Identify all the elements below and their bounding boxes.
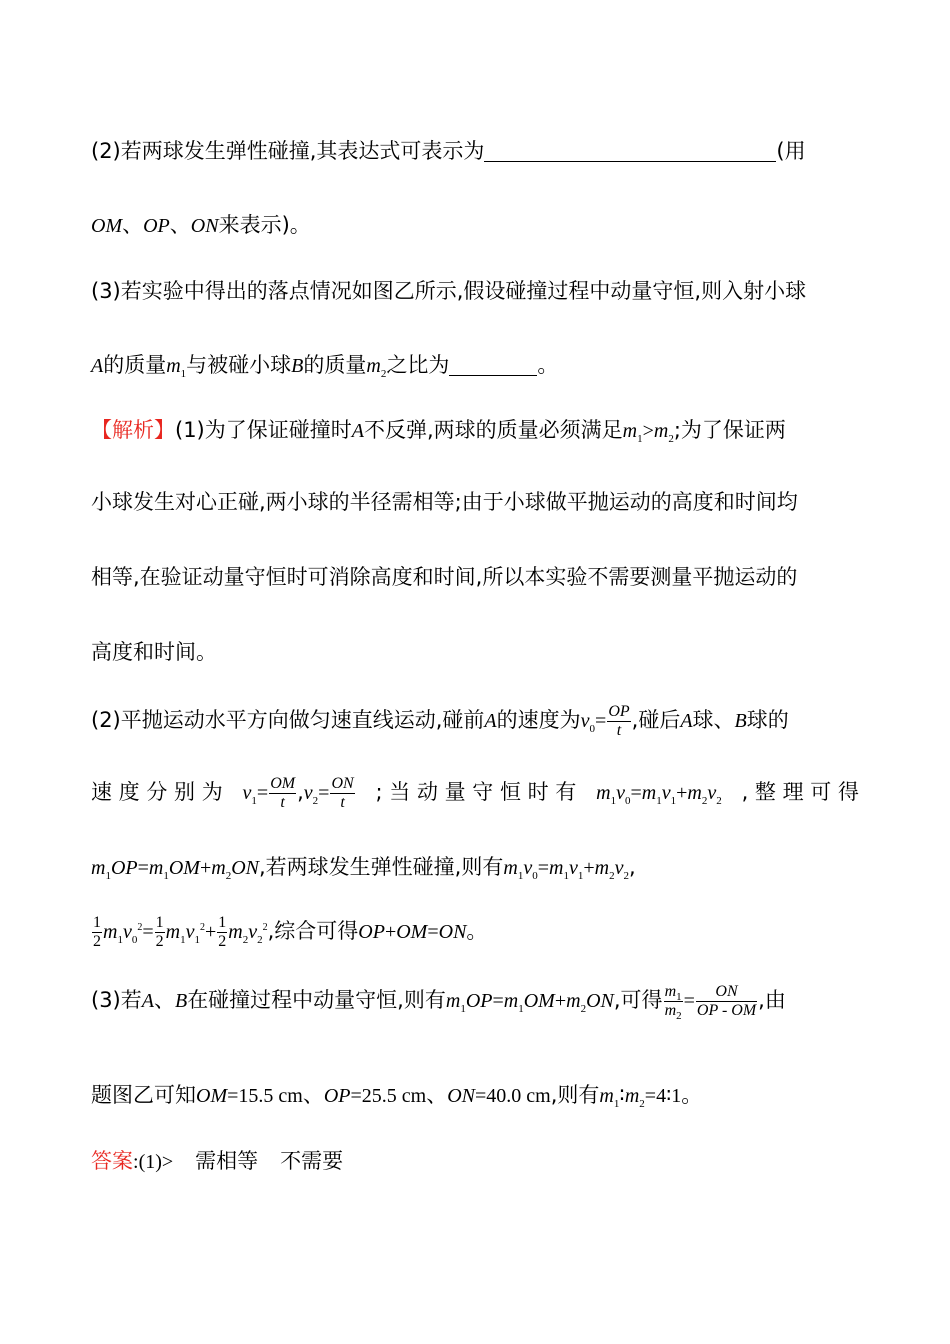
text-q3-two: 2 bbox=[580, 1003, 587, 1016]
text-q3-two: 2 bbox=[701, 795, 708, 808]
text-q3-two: 2 bbox=[257, 934, 263, 947]
analysis-p3-line-2 bbox=[91, 1079, 859, 1111]
text-analysis-plus: + bbox=[583, 857, 595, 879]
text-q3-one: 1 bbox=[637, 433, 643, 446]
analysis-line-1 bbox=[91, 414, 859, 446]
fraction-m-ratio bbox=[664, 983, 683, 1020]
text-analysis-eq: = bbox=[256, 782, 269, 804]
text-analysis-eq: = bbox=[318, 782, 330, 804]
text-q3-one: 1 bbox=[676, 990, 682, 1003]
text-analysis-p3a: (3)若 bbox=[91, 988, 142, 1012]
text-analysis-OM: OM bbox=[168, 857, 200, 879]
text-q3-one: 1 bbox=[670, 795, 677, 808]
text-analysis-gt: > bbox=[642, 420, 654, 442]
text-analysis-p2c: ,碰后 bbox=[631, 708, 681, 732]
text-analysis-OM: OM bbox=[270, 774, 296, 792]
text-analysis-v: v bbox=[580, 710, 590, 732]
text-analysis-p2j: ,综合可得 bbox=[267, 919, 359, 943]
text-analysis-t: t bbox=[616, 721, 622, 739]
text-analysis-p2g: ; 当 动 量 守 恒 时 有 bbox=[375, 780, 577, 804]
text-analysis-ON: ON bbox=[438, 921, 467, 943]
text-analysis-p2f: 速 度 分 别 为 bbox=[91, 780, 223, 804]
text-analysis-dun: 、 bbox=[426, 1083, 448, 1107]
text-q3-m: m bbox=[166, 355, 181, 377]
text-q3-m: m bbox=[622, 420, 638, 442]
analysis-p2-line-1 bbox=[91, 700, 859, 740]
text-q3-two: 2 bbox=[639, 1098, 645, 1111]
text-answer-a2: 需相等 bbox=[195, 1149, 259, 1173]
text-analysis-om_val: =15.5 cm bbox=[227, 1085, 303, 1107]
text-q3-two: 2 bbox=[716, 795, 722, 808]
text-analysis-t: t bbox=[340, 793, 345, 811]
text-analysis-p2i: ,若两球发生弹性碰撞,则有 bbox=[259, 855, 504, 879]
text-analysis-zero: 0 bbox=[589, 723, 596, 736]
text-analysis-v: v bbox=[303, 782, 313, 804]
text-q3-m: m bbox=[596, 782, 611, 804]
text-analysis-OP: OP bbox=[608, 702, 630, 720]
fraction-half bbox=[217, 914, 227, 951]
text-q3-end: 。 bbox=[466, 919, 488, 943]
text-analysis-p1l3: 相等,在验证动量守恒时可消除高度和时间,所以本实验不需要测量平抛运动的 bbox=[91, 565, 798, 589]
text-q2-vars-0: OM bbox=[91, 215, 123, 237]
text-analysis-p3b: 在碰撞过程中动量守恒,则有 bbox=[187, 988, 446, 1012]
text-analysis-t: t bbox=[280, 793, 285, 811]
text-analysis-eq: = bbox=[427, 921, 439, 943]
fraction-half bbox=[92, 914, 102, 951]
text-analysis-plus: + bbox=[204, 921, 217, 943]
text-q2-sep: 、 bbox=[169, 213, 191, 237]
text-analysis-zero: 0 bbox=[131, 934, 138, 947]
text-analysis-OP: OP bbox=[358, 921, 385, 943]
text-analysis-half_den: 2 bbox=[93, 932, 101, 950]
text-q3-one: 1 bbox=[577, 870, 584, 883]
text-answer-colon: : bbox=[133, 1151, 139, 1173]
analysis-line-2 bbox=[91, 486, 859, 518]
text-q3-m: m bbox=[503, 857, 518, 879]
text-q3-t1: 的质量 bbox=[103, 353, 167, 377]
text-analysis-eq: = bbox=[630, 782, 642, 804]
text-analysis-eq: = bbox=[683, 990, 695, 1012]
text-analysis-v: v bbox=[616, 782, 625, 804]
text-q3-one: 1 bbox=[518, 1003, 524, 1016]
text-q3-one: 1 bbox=[194, 934, 200, 947]
text-analysis-plus: + bbox=[384, 921, 397, 943]
text-analysis-plus: + bbox=[554, 990, 567, 1012]
text-analysis-eq: = bbox=[137, 857, 149, 879]
text-q3-A: A bbox=[141, 990, 154, 1012]
text-analysis-comma: , bbox=[628, 855, 636, 879]
text-q3-one: 1 bbox=[251, 795, 257, 808]
analysis-line-3 bbox=[91, 561, 859, 593]
text-q3-two: 2 bbox=[623, 870, 629, 883]
text-q3-t3: 的质量 bbox=[303, 353, 367, 377]
text-analysis-den2: OP - OM bbox=[696, 1001, 757, 1019]
text-analysis-p1l2: 小球发生对心正碰,两小球的半径需相等;由于小球做平抛运动的高度和时间均 bbox=[91, 490, 798, 514]
text-analysis-plus: + bbox=[199, 857, 212, 879]
text-q3-t2: 与被碰小球 bbox=[186, 353, 292, 377]
text-analysis-ON: ON bbox=[231, 857, 259, 879]
text-q3-m: m bbox=[228, 921, 243, 943]
text-analysis-sq: 2 bbox=[137, 922, 143, 933]
fraction-half bbox=[155, 914, 165, 951]
text-q3-line1: (3)若实验中得出的落点情况如图乙所示,假设碰撞过程中动量守恒,则入射小球 bbox=[91, 279, 807, 303]
text-analysis-ON: ON bbox=[586, 990, 614, 1012]
text-q2-tail: 来表示)。 bbox=[218, 213, 311, 237]
text-q3-end: 。 bbox=[537, 353, 559, 377]
text-q2-sep: 、 bbox=[122, 213, 144, 237]
fraction bbox=[269, 775, 296, 812]
text-analysis-sq: 2 bbox=[262, 922, 268, 933]
text-analysis-half_num: 1 bbox=[93, 913, 101, 931]
text-q3-m: m bbox=[594, 857, 610, 879]
text-analysis-OP: OP bbox=[465, 990, 493, 1012]
text-q3-A: A bbox=[91, 355, 104, 377]
text-analysis-on_val: =40.0 cm bbox=[475, 1085, 551, 1107]
ratio-blank[interactable] bbox=[449, 353, 537, 376]
text-q3-one: 1 bbox=[163, 870, 169, 883]
text-q3-m: m bbox=[653, 420, 669, 442]
text-analysis-plus: + bbox=[676, 782, 688, 804]
text-q3-m: m bbox=[599, 1085, 614, 1107]
text-q3-m: m bbox=[687, 782, 702, 804]
text-analysis-half_den: 2 bbox=[155, 932, 164, 950]
text-analysis-p2h: , 整 理 可 得 bbox=[741, 780, 859, 804]
fraction-on-ratio bbox=[696, 983, 757, 1020]
text-q3-m: m bbox=[91, 857, 106, 879]
text-q3-m: m bbox=[664, 1001, 677, 1019]
analysis-tag: 【解析】 bbox=[91, 418, 175, 442]
text-analysis-v: v bbox=[568, 857, 578, 879]
text-q3-two: 2 bbox=[668, 433, 674, 446]
text-q3-m: m bbox=[548, 857, 564, 879]
text-answer-a1: (1)> bbox=[138, 1151, 174, 1173]
text-analysis-v: v bbox=[242, 782, 252, 804]
text-analysis-dun: 、 bbox=[302, 1083, 324, 1107]
text-analysis-ON: ON bbox=[447, 1085, 476, 1107]
text-q3-m: m bbox=[366, 355, 381, 377]
analysis-p3-line-1 bbox=[91, 978, 859, 1022]
text-q3-B: B bbox=[734, 710, 747, 732]
text-q3-one: 1 bbox=[563, 870, 569, 883]
text-q3-A: A bbox=[351, 420, 364, 442]
text-q3-two: 2 bbox=[380, 368, 387, 381]
text-q3-one: 1 bbox=[460, 1003, 466, 1016]
analysis-p2-line-2 bbox=[91, 772, 859, 812]
text-q3-one: 1 bbox=[117, 934, 123, 947]
text-analysis-p2a: (2)平抛运动水平方向做匀速直线运动,碰前 bbox=[91, 708, 485, 732]
text-analysis-p3d: ,由 bbox=[758, 988, 786, 1012]
text-analysis-dun: 、 bbox=[153, 988, 175, 1012]
text-analysis-comma: , bbox=[297, 780, 304, 804]
analysis-p2-line-3 bbox=[91, 851, 859, 883]
text-analysis-p3g: 。 bbox=[681, 1083, 703, 1107]
text-q3-one: 1 bbox=[613, 1098, 620, 1111]
text-analysis-zero: 0 bbox=[532, 870, 538, 883]
text-analysis-sq: 2 bbox=[199, 922, 205, 933]
q3-line-2 bbox=[91, 349, 859, 381]
text-q3-A: A bbox=[484, 710, 497, 732]
text-analysis-OM: OM bbox=[196, 1085, 228, 1107]
text-analysis-p1c: ;为了保证两 bbox=[673, 418, 786, 442]
text-q3-two: 2 bbox=[312, 795, 319, 808]
text-analysis-OP: OP bbox=[323, 1085, 351, 1107]
text-analysis-v: v bbox=[185, 921, 195, 943]
text-analysis-v: v bbox=[614, 857, 624, 879]
text-q3-m: m bbox=[103, 921, 118, 943]
text-q3-A: A bbox=[680, 710, 693, 732]
text-q3-two: 2 bbox=[609, 870, 615, 883]
text-q2-suffix: (用 bbox=[776, 139, 806, 163]
text-q2-vars-1: OP bbox=[143, 215, 170, 237]
text-analysis-p3e: 题图乙可知 bbox=[91, 1083, 196, 1107]
text-analysis-p2e: 球的 bbox=[746, 708, 789, 732]
analysis-p2-line-4 bbox=[91, 908, 859, 948]
text-q3-m: m bbox=[211, 857, 226, 879]
text-analysis-v: v bbox=[523, 857, 533, 879]
text-q3-m: m bbox=[148, 857, 164, 879]
text-q3-B: B bbox=[174, 990, 188, 1012]
text-q3-one: 1 bbox=[180, 368, 187, 381]
text-q3-one: 1 bbox=[180, 934, 186, 947]
text-analysis-eq: = bbox=[595, 710, 607, 732]
text-q3-m: m bbox=[445, 990, 461, 1012]
text-analysis-p1b: 不反弹,两球的质量必须满足 bbox=[363, 418, 623, 442]
fraction bbox=[330, 775, 354, 812]
fraction bbox=[607, 703, 630, 740]
text-analysis-half_num: 1 bbox=[155, 913, 164, 931]
text-q3-one: 1 bbox=[656, 795, 662, 808]
text-analysis-eq: = bbox=[142, 921, 154, 943]
text-analysis-ON: ON bbox=[696, 983, 757, 1002]
text-analysis-ratio_val: =4∶1 bbox=[644, 1085, 682, 1107]
text-analysis-p1a: (1)为了保证碰撞时 bbox=[175, 418, 352, 442]
text-analysis-v: v bbox=[661, 782, 671, 804]
text-analysis-p3f: ,则有 bbox=[550, 1083, 600, 1107]
text-q3-one: 1 bbox=[610, 795, 617, 808]
text-analysis-eq: = bbox=[537, 857, 549, 879]
text-analysis-zero: 0 bbox=[625, 795, 631, 808]
answer-line bbox=[91, 1145, 859, 1177]
analysis-line-4 bbox=[91, 636, 859, 668]
text-q3-two: 2 bbox=[676, 1009, 682, 1022]
answer-blank[interactable] bbox=[484, 139, 776, 162]
text-q3-m: m bbox=[165, 921, 181, 943]
text-analysis-p2b: 的速度为 bbox=[496, 708, 581, 732]
text-q3-m: m bbox=[641, 782, 657, 804]
q2-line bbox=[91, 135, 859, 167]
text-q3-one: 1 bbox=[517, 870, 524, 883]
text-analysis-p2d: 球、 bbox=[692, 708, 735, 732]
text-q3-m: m bbox=[664, 982, 677, 1000]
text-answer-a3: 不需要 bbox=[280, 1149, 344, 1173]
text-q3-B: B bbox=[291, 355, 304, 377]
text-q2-vars-2: ON bbox=[190, 215, 219, 237]
text-analysis-half_den: 2 bbox=[218, 932, 227, 950]
answer-label: 答案 bbox=[91, 1149, 133, 1173]
text-analysis-half_num: 1 bbox=[218, 913, 227, 931]
text-q3-m: m bbox=[503, 990, 519, 1012]
text-q3-two: 2 bbox=[242, 934, 249, 947]
text-q3-one: 1 bbox=[105, 870, 111, 883]
q2-line-2 bbox=[91, 209, 859, 241]
text-analysis-v: v bbox=[122, 921, 132, 943]
text-analysis-p3c: ,可得 bbox=[613, 988, 663, 1012]
text-analysis-OP: OP bbox=[110, 857, 138, 879]
text-q3-two: 2 bbox=[225, 870, 232, 883]
text-analysis-eq: = bbox=[492, 990, 504, 1012]
text-q3-t4: 之比为 bbox=[386, 353, 450, 377]
q2-text: (2)若两球发生弹性碰撞,其表达式可表示为 bbox=[91, 139, 485, 163]
text-analysis-OM: OM bbox=[396, 921, 428, 943]
text-analysis-v: v bbox=[248, 921, 258, 943]
text-analysis-ratio_sep: ∶ bbox=[619, 1083, 625, 1107]
text-analysis-v: v bbox=[707, 782, 717, 804]
text-analysis-ON: ON bbox=[331, 774, 354, 792]
text-analysis-p1l4: 高度和时间。 bbox=[91, 640, 217, 664]
text-q3-m: m bbox=[566, 990, 581, 1012]
q3-line bbox=[91, 275, 859, 307]
text-analysis-OM: OM bbox=[523, 990, 555, 1012]
text-q3-m: m bbox=[624, 1085, 640, 1107]
text-analysis-op_val: =25.5 cm bbox=[350, 1085, 427, 1107]
